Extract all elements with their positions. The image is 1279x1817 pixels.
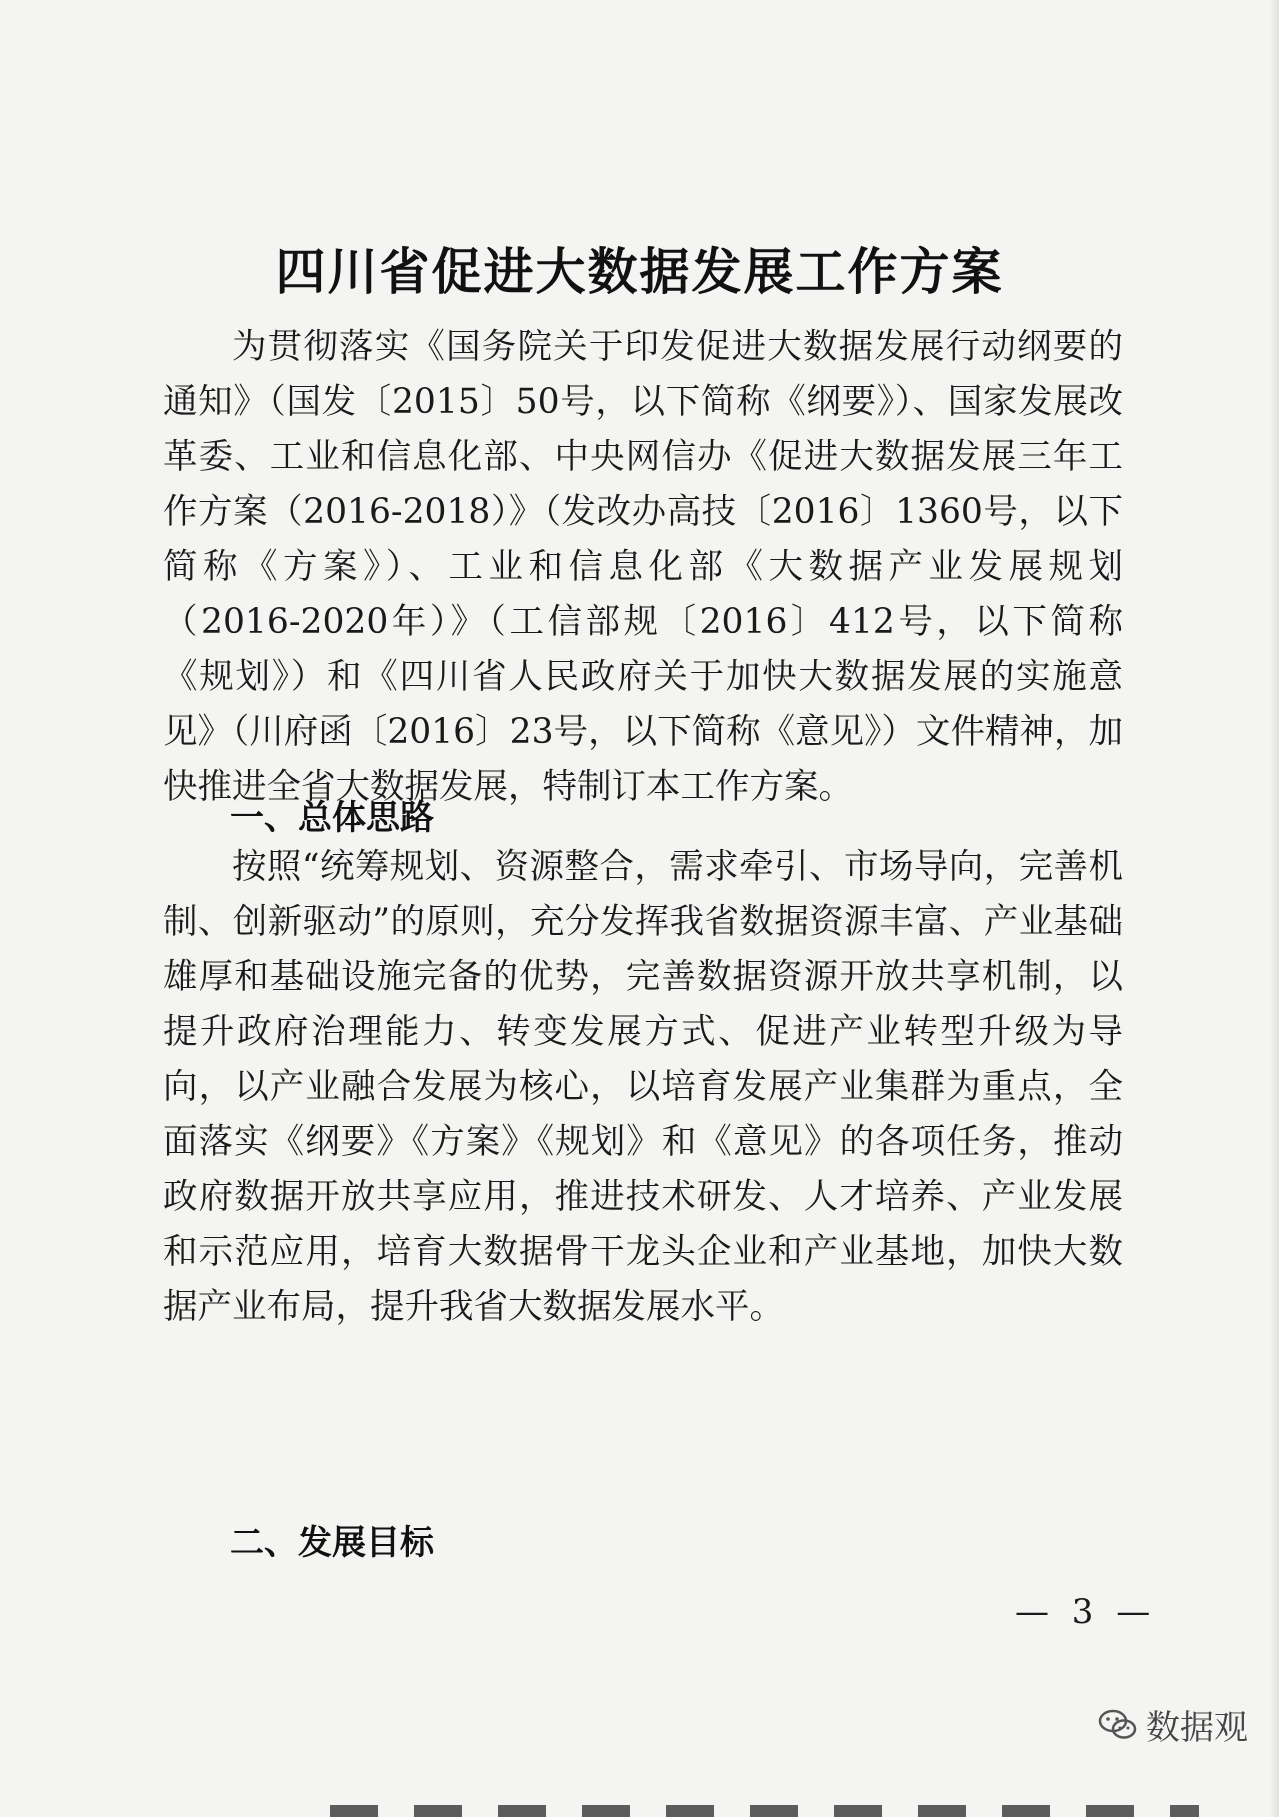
page-number: — 3 — (1015, 1592, 1157, 1632)
document-title: 四川省促进大数据发展工作方案 (275, 243, 1004, 301)
watermark-label: 数据观 (1146, 1708, 1248, 1748)
scan-edge-shadow (1269, 0, 1279, 1817)
intro-paragraph: 为贯彻落实《国务院关于印发促进大数据发展行动纲要的通知》（国发〔2015〕50号，以下简称《纲要》）、国家发展改革委、工业和信息化部、中央网信办《促进大数据发展三年工作方案（2016-2018）》（发改办高技〔2016〕1360号，以下简称《方案》）、工业和信息化部《大数据产业发展规划（2016-2020年）》（工信部规〔2016〕412号，以下简称《规划》）和《四川省人民政府关于加快大数据发展的实施意见》（川府函〔2016〕23号，以下简称《意见》）文件精神，加快推进全省大数据发展，特制订本工作方案。 (163, 327, 1123, 807)
section-1-paragraph: 按照“统筹规划、资源整合，需求牵引、市场导向，完善机制、创新驱动”的原则，充分发挥我省数据资源丰富、产业基础雄厚和基础设施完备的优势，完善数据资源开放共享机制，以提升政府治理能力、转变发展方式、促进产业转型升级为导向，以产业融合发展为核心，以培育发展产业集群为重点，全面落实《纲要》《方案》《规划》和《意见》的各项任务，推动政府数据开放共享应用，推进技术研发、人才培养、产业发展和示范应用，培育大数据骨干龙头企业和产业基地，加快大数据产业布局，提升我省大数据发展水平。 (163, 847, 1123, 1327)
section-1-heading: 一、总体思路 (230, 798, 434, 838)
wechat-channel-icon (1098, 1708, 1138, 1742)
next-page-edge (330, 1805, 1199, 1817)
section-2-heading: 二、发展目标 (230, 1523, 434, 1563)
watermark (1098, 1700, 1248, 1749)
